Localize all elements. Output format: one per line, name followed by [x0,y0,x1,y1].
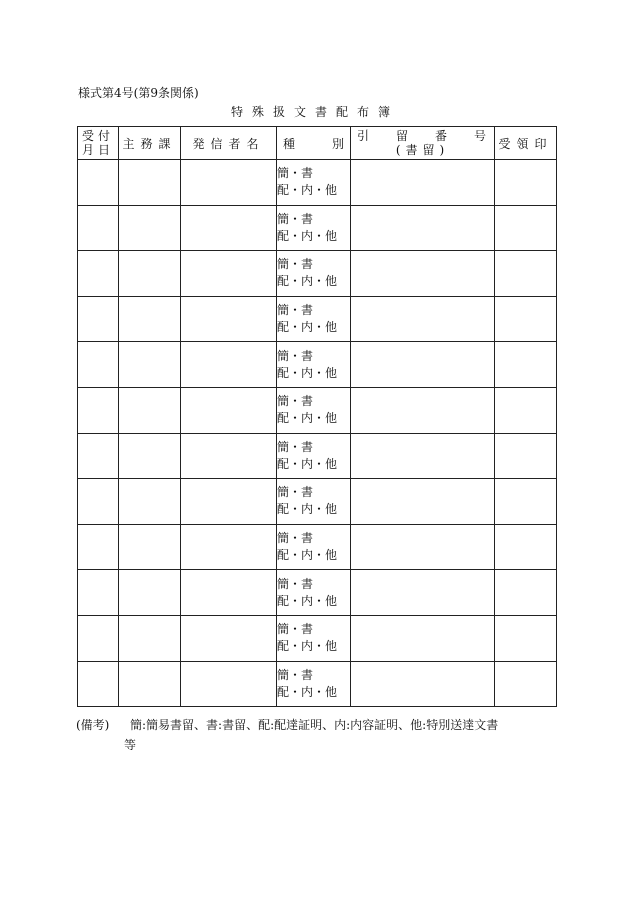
table-row [78,479,557,525]
type-options-line1: 簡・書 [277,439,314,454]
registration-number-cell[interactable] [351,205,495,251]
header-dept: 主務課 [119,127,181,160]
table-row [78,296,557,342]
type-options-line2: 配・内・他 [277,456,338,471]
type-options-line2: 配・内・他 [277,548,338,563]
receipt-seal-cell[interactable] [495,479,557,525]
dept-cell[interactable] [119,570,181,616]
receipt-seal-cell[interactable] [495,205,557,251]
type-cell [277,160,351,206]
register-body [78,160,557,707]
table-row [78,570,557,616]
type-options-line2: 配・内・他 [277,228,338,243]
registration-number-cell[interactable] [351,479,495,525]
type-options-line1: 簡・書 [277,485,314,500]
type-options-line2: 配・内・他 [277,183,338,198]
distribution-register-table [77,126,557,707]
table-row [78,205,557,251]
received-date-cell[interactable] [78,433,119,479]
type-options-line1: 簡・書 [277,667,314,682]
table-row [78,433,557,479]
type-options-line1: 簡・書 [277,211,314,226]
registration-number-cell[interactable] [351,387,495,433]
registration-number-cell[interactable] [351,615,495,661]
form-number: 様式第4号(第9条関係) [78,86,199,100]
receipt-seal-cell[interactable] [495,387,557,433]
registration-number-cell[interactable] [351,251,495,297]
registration-number-cell[interactable] [351,570,495,616]
registration-number-cell[interactable] [351,661,495,707]
received-date-cell[interactable] [78,296,119,342]
type-cell [277,661,351,707]
dept-cell[interactable] [119,296,181,342]
type-cell [277,387,351,433]
dept-cell[interactable] [119,479,181,525]
header-row [78,127,557,160]
sender-cell[interactable] [181,433,277,479]
type-options-line1: 簡・書 [277,348,314,363]
registration-number-cell[interactable] [351,296,495,342]
receipt-seal-cell[interactable] [495,661,557,707]
table-row [78,387,557,433]
dept-cell[interactable] [119,251,181,297]
dept-cell[interactable] [119,387,181,433]
received-date-cell[interactable] [78,205,119,251]
type-options-line2: 配・内・他 [277,320,338,335]
remarks-continuation: 等 [124,738,137,752]
type-cell [277,251,351,297]
registration-number-cell[interactable] [351,342,495,388]
type-options-line2: 配・内・他 [277,274,338,289]
dept-cell[interactable] [119,205,181,251]
sender-cell[interactable] [181,479,277,525]
type-options-line2: 配・内・他 [277,684,338,699]
type-options-line1: 簡・書 [277,531,314,546]
sender-cell[interactable] [181,251,277,297]
table-row [78,661,557,707]
table-row [78,251,557,297]
dept-cell[interactable] [119,342,181,388]
receipt-seal-cell[interactable] [495,615,557,661]
dept-cell[interactable] [119,661,181,707]
type-options-line2: 配・内・他 [277,639,338,654]
table-row [78,524,557,570]
sender-cell[interactable] [181,296,277,342]
registration-number-cell[interactable] [351,433,495,479]
type-cell [277,433,351,479]
dept-cell[interactable] [119,433,181,479]
received-date-cell[interactable] [78,251,119,297]
receipt-seal-cell[interactable] [495,570,557,616]
type-options-line1: 簡・書 [277,257,314,272]
type-options-line1: 簡・書 [277,394,314,409]
sender-cell[interactable] [181,342,277,388]
table-row [78,342,557,388]
type-options-line2: 配・内・他 [277,411,338,426]
type-options-line2: 配・内・他 [277,593,338,608]
remarks-label: (備考) [76,718,110,732]
type-cell [277,205,351,251]
receipt-seal-cell[interactable] [495,160,557,206]
received-date-cell[interactable] [78,479,119,525]
sender-cell[interactable] [181,615,277,661]
type-options-line1: 簡・書 [277,576,314,591]
receipt-seal-cell[interactable] [495,251,557,297]
type-options-line1: 簡・書 [277,303,314,318]
dept-cell[interactable] [119,615,181,661]
received-date-cell[interactable] [78,342,119,388]
received-date-cell[interactable] [78,160,119,206]
receipt-seal-cell[interactable] [495,433,557,479]
sender-cell[interactable] [181,661,277,707]
sender-cell[interactable] [181,160,277,206]
receipt-seal-cell[interactable] [495,342,557,388]
type-cell [277,342,351,388]
page-title: 特殊扱文書配布簿 [230,105,399,119]
type-options-line2: 配・内・他 [277,365,338,380]
header-receipt-seal: 受領印 [495,127,557,160]
sender-cell[interactable] [181,524,277,570]
type-cell [277,479,351,525]
registration-number-cell[interactable] [351,524,495,570]
dept-cell[interactable] [119,524,181,570]
sender-cell[interactable] [181,387,277,433]
received-date-cell[interactable] [78,387,119,433]
receipt-seal-cell[interactable] [495,524,557,570]
remarks-text: 簡:簡易書留、書:書留、配:配達証明、内:内容証明、他:特別送達文書 [130,718,499,732]
sender-cell[interactable] [181,205,277,251]
type-options-line1: 簡・書 [277,622,314,637]
header-type: 種 別 [277,127,351,160]
type-cell [277,615,351,661]
table-row [78,160,557,206]
received-date-cell[interactable] [78,615,119,661]
sender-cell[interactable] [181,570,277,616]
received-date-cell[interactable] [78,570,119,616]
header-registration-number: 引 留 番 号 (書留) [351,127,495,160]
dept-cell[interactable] [119,160,181,206]
type-options-line2: 配・内・他 [277,502,338,517]
received-date-cell[interactable] [78,661,119,707]
type-cell [277,524,351,570]
header-sender: 発信者名 [181,127,277,160]
header-received-date: 受付 月日 [78,127,119,160]
received-date-cell[interactable] [78,524,119,570]
type-cell [277,570,351,616]
receipt-seal-cell[interactable] [495,296,557,342]
type-options-line1: 簡・書 [277,166,314,181]
registration-number-cell[interactable] [351,160,495,206]
type-cell [277,296,351,342]
table-row [78,615,557,661]
